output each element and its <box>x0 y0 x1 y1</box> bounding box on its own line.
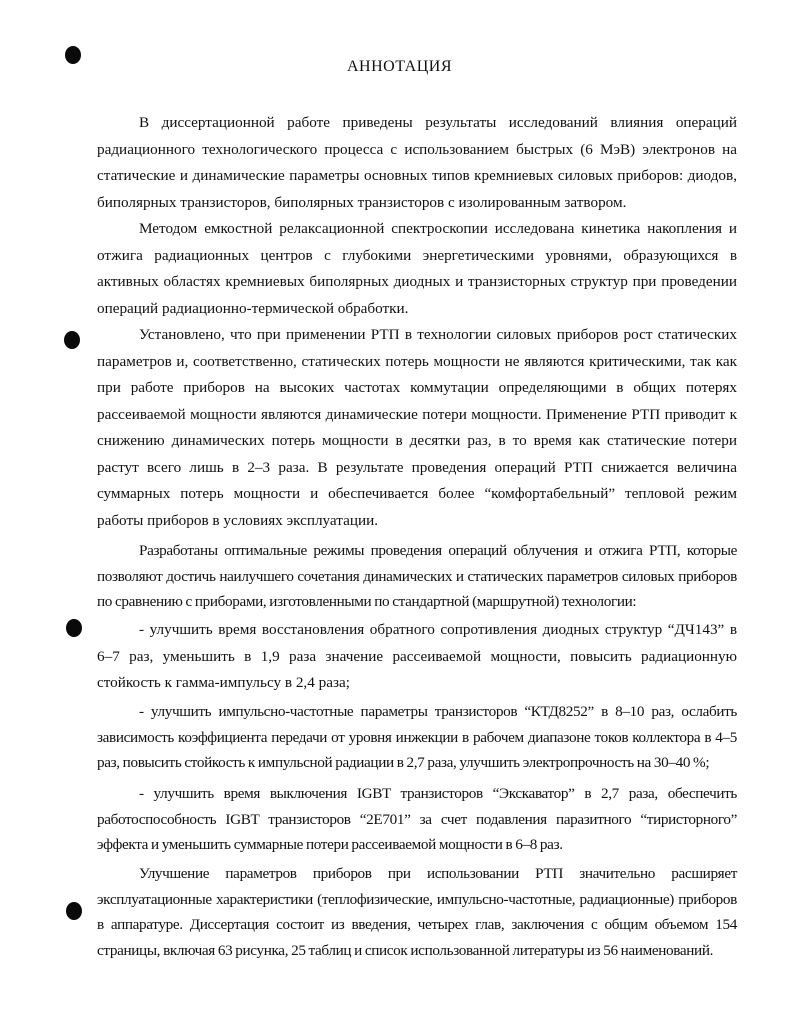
list-item-transistors: - улучшить импульсно-частотные параметры транзисторов “КТД8252” в 8–10 раз, ослабить зависимость коэффициента передачи от уровня инжекции в рабочем диапазоне токов коллектора в 4–5 раз, повысить стойкость к импульсной радиации в 2,7 раза, улучшить электропрочность на 30–40 %; <box>97 703 737 771</box>
punch-hole-mark <box>64 331 80 349</box>
list-item-diodes: - улучшить время восстановления обратного сопротивления диодных структур “ДЧ143” в 6–7 раз, уменьшить в 1,9 раза значение рассеиваемой мощности, повысить радиационную стойкость к гамма-импульсу в 2,4 раза; <box>97 621 737 691</box>
punch-hole-mark <box>66 619 82 637</box>
punch-hole-mark <box>66 902 82 920</box>
paragraph-conclusion: Улучшение параметров приборов при использовании РТП значительно расширяет эксплуатационные характеристики (теплофизические, импульсно-частотные, радиационные) приборов в аппаратуре. Диссертация состоит из введения, четырех глав, заключения с общим объемом 154 страницы, включая 63 рисунка, 25 таблиц и список использованной литературы из 56 наименований. <box>97 865 737 959</box>
list-item-igbt: - улучшить время выключения IGBT транзисторов “Экскаватор” в 2,7 раза, обеспечить работоспособность IGBT транзисторов “2Е701” за счет подавления паразитного “тиристорного” эффекта и уменьшить суммарные потери рассеиваемой мощности в 6–8 раз. <box>97 785 737 853</box>
page-title: АННОТАЦИЯ <box>346 58 453 75</box>
paragraph-method: Методом емкостной релаксационной спектроскопии исследована кинетика накопления и отжига радиационных центров с глубокими энергетическими уровнями, образующихся в активных областях кремниевых биполярных диодных и транзисторных структур при проведении операций радиационно-термической обработки. <box>97 220 737 317</box>
paragraph-modes: Разработаны оптимальные режимы проведения операций облучения и отжига РТП, которые позволяют достичь наилучшего сочетания динамических и статических параметров силовых приборов по сравнению с приборами, изготовленными по стандартной (маршрутной) технологии: <box>97 542 737 610</box>
paragraph-intro: В диссертационной работе приведены результаты исследований влияния операций радиационного технологического процесса с использованием быстрых (6 МэВ) электронов на статические и динамические параметры основных типов кремниевых силовых приборов: диодов, биполярных транзисторов, биполярных транзисторов с изолированным затвором. <box>97 114 737 211</box>
paragraph-findings: Установлено, что при применении РТП в технологии силовых приборов рост статических параметров и, соответственно, статических потерь мощности не являются критическими, так как при работе приборов на высоких частотах коммутации определяющими в общих потерях рассеиваемой мощности являются динамические потери мощности. Применение РТП приводит к снижению динамических потерь мощности в десятки раз, в то время как статические потери растут всего лишь в 2–3 раза. В результате проведения операций РТП снижается величина суммарных потерь мощности и обеспечивается более “комфортабельный” тепловой режим работы приборов в условиях эксплуатации. <box>97 326 737 529</box>
